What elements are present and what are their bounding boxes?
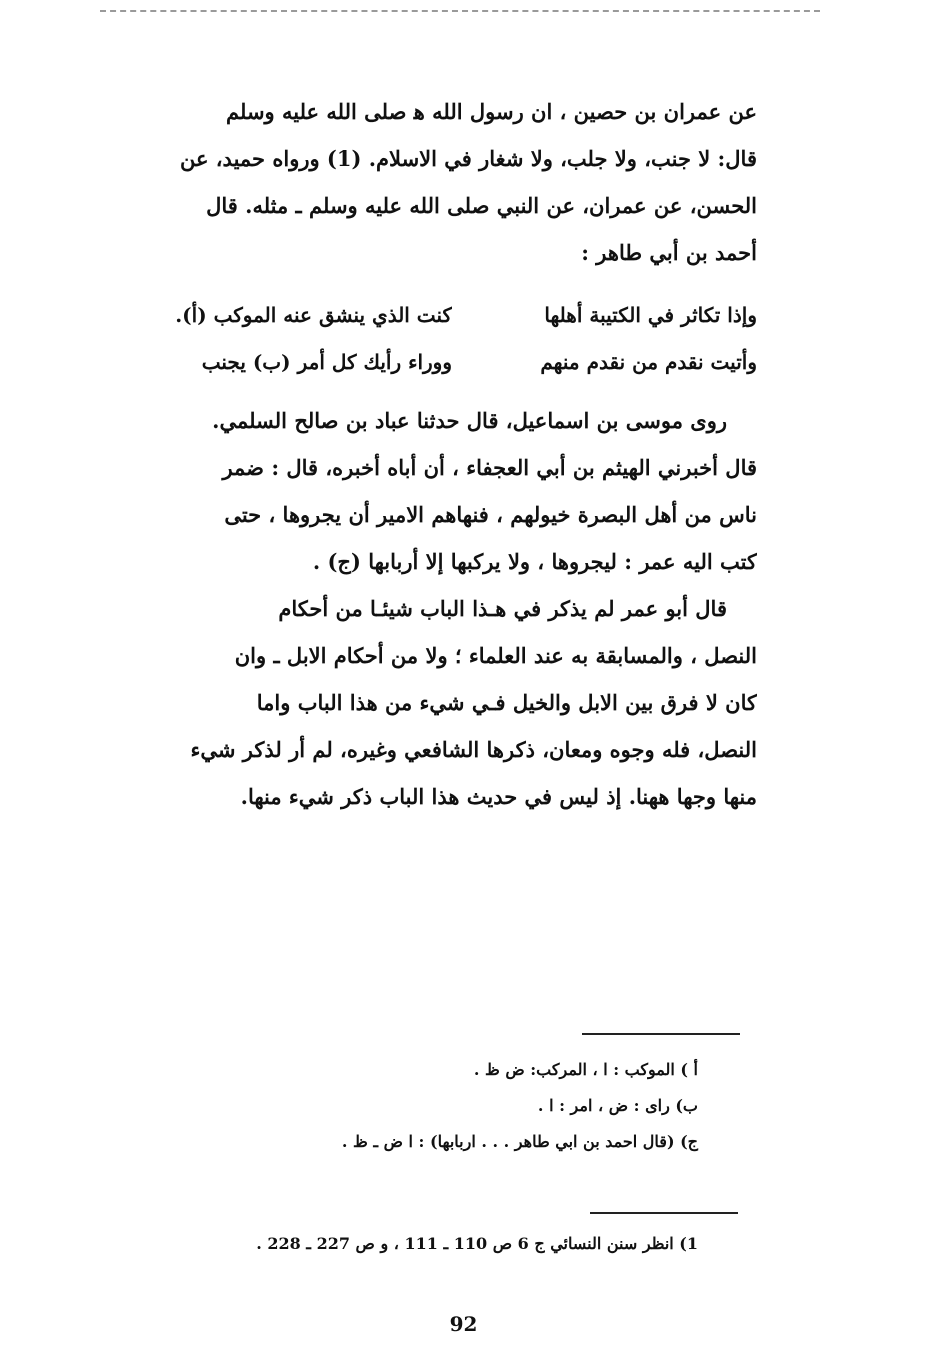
verse-first-hemistich: وإذا تكاثر في الكتيبة أهلها xyxy=(544,303,757,327)
paragraph-musa-ibn-ismail xyxy=(112,397,757,585)
text-line: منها وجها ههنا. إذ ليس في حديث هذا الباب ذكر شيء منها. xyxy=(240,784,757,809)
verse-second-hemistich: كنت الذي ينشق عنه الموكب (أ). xyxy=(175,303,452,327)
text-line: كتب اليه عمر : ليجروها ، ولا يركبها إلا أربابها (ج) . xyxy=(312,549,757,574)
footnote-item: ج) (قال احمد بن ابي طاهر . . . اربابها) : ا ض ـ ظ . xyxy=(341,1132,698,1151)
text-line: قال أبو عمر لم يذكر في هـذا الباب شيئـا من أحكام xyxy=(278,596,727,621)
verse-second-hemistich: ووراء رأيك كل أمر (ب) يجنب xyxy=(201,350,452,374)
source-reference-note: 1) انظر سنن النسائي ج 6 ص 110 ـ 111 ، و ص 227 ـ 228 . xyxy=(256,1234,698,1253)
text-line: روى موسى بن اسماعيل، قال حدثنا عباد بن صالح السلمي. xyxy=(212,408,727,433)
footnote-item: أ ) الموكب : ا ، المركب: ض ظ . xyxy=(473,1060,698,1079)
text-line: أحمد بن أبي طاهر : xyxy=(581,240,757,265)
text-line: قال: لا جنب، ولا جلب، ولا شغار في الاسلام. (1) ورواه حميد، عن xyxy=(179,146,757,171)
footnotes-list xyxy=(150,1052,698,1160)
paragraph-hadith-imran xyxy=(112,88,757,276)
text-line: النصل، فله وجوه ومعان، ذكرها الشافعي وغيره، لم أر لذكر شيء xyxy=(190,737,757,762)
footnotes-separator xyxy=(582,1033,740,1035)
text-line: كان لا فرق بين الابل والخيل فـي شيء من هذا الباب واما xyxy=(256,690,757,715)
page-number: 92 xyxy=(449,1312,478,1336)
paragraph-abu-umar xyxy=(112,585,757,820)
text-line: الحسن، عن عمران، عن النبي صلى الله عليه وسلم ـ مثله. قال xyxy=(206,193,757,218)
text-line: ناس من أهل البصرة خيولهم ، فنهاهم الامير أن يجروها ، حتى xyxy=(224,502,757,527)
source-note-separator xyxy=(590,1212,738,1214)
text-line: عن عمران بن حصين ، ان رسول الله ﻫ صلى الله عليه وسلم xyxy=(226,99,757,124)
verse-first-hemistich: وأتيت نقدم من نقدم منهم xyxy=(540,350,757,374)
text-line: النصل ، والمسابقة به عند العلماء ؛ ولا من أحكام الابل ـ وان xyxy=(234,643,757,668)
footnote-item: ب) راى : ض ، امر : ا . xyxy=(537,1096,698,1115)
verse-line-2 xyxy=(112,339,757,386)
text-line: قال أخبرني الهيثم بن أبي العجفاء ، أن أباه أخبره، قال : ضمر xyxy=(222,455,757,480)
verse-line-1 xyxy=(112,292,757,339)
top-edge-dashes xyxy=(100,10,820,12)
